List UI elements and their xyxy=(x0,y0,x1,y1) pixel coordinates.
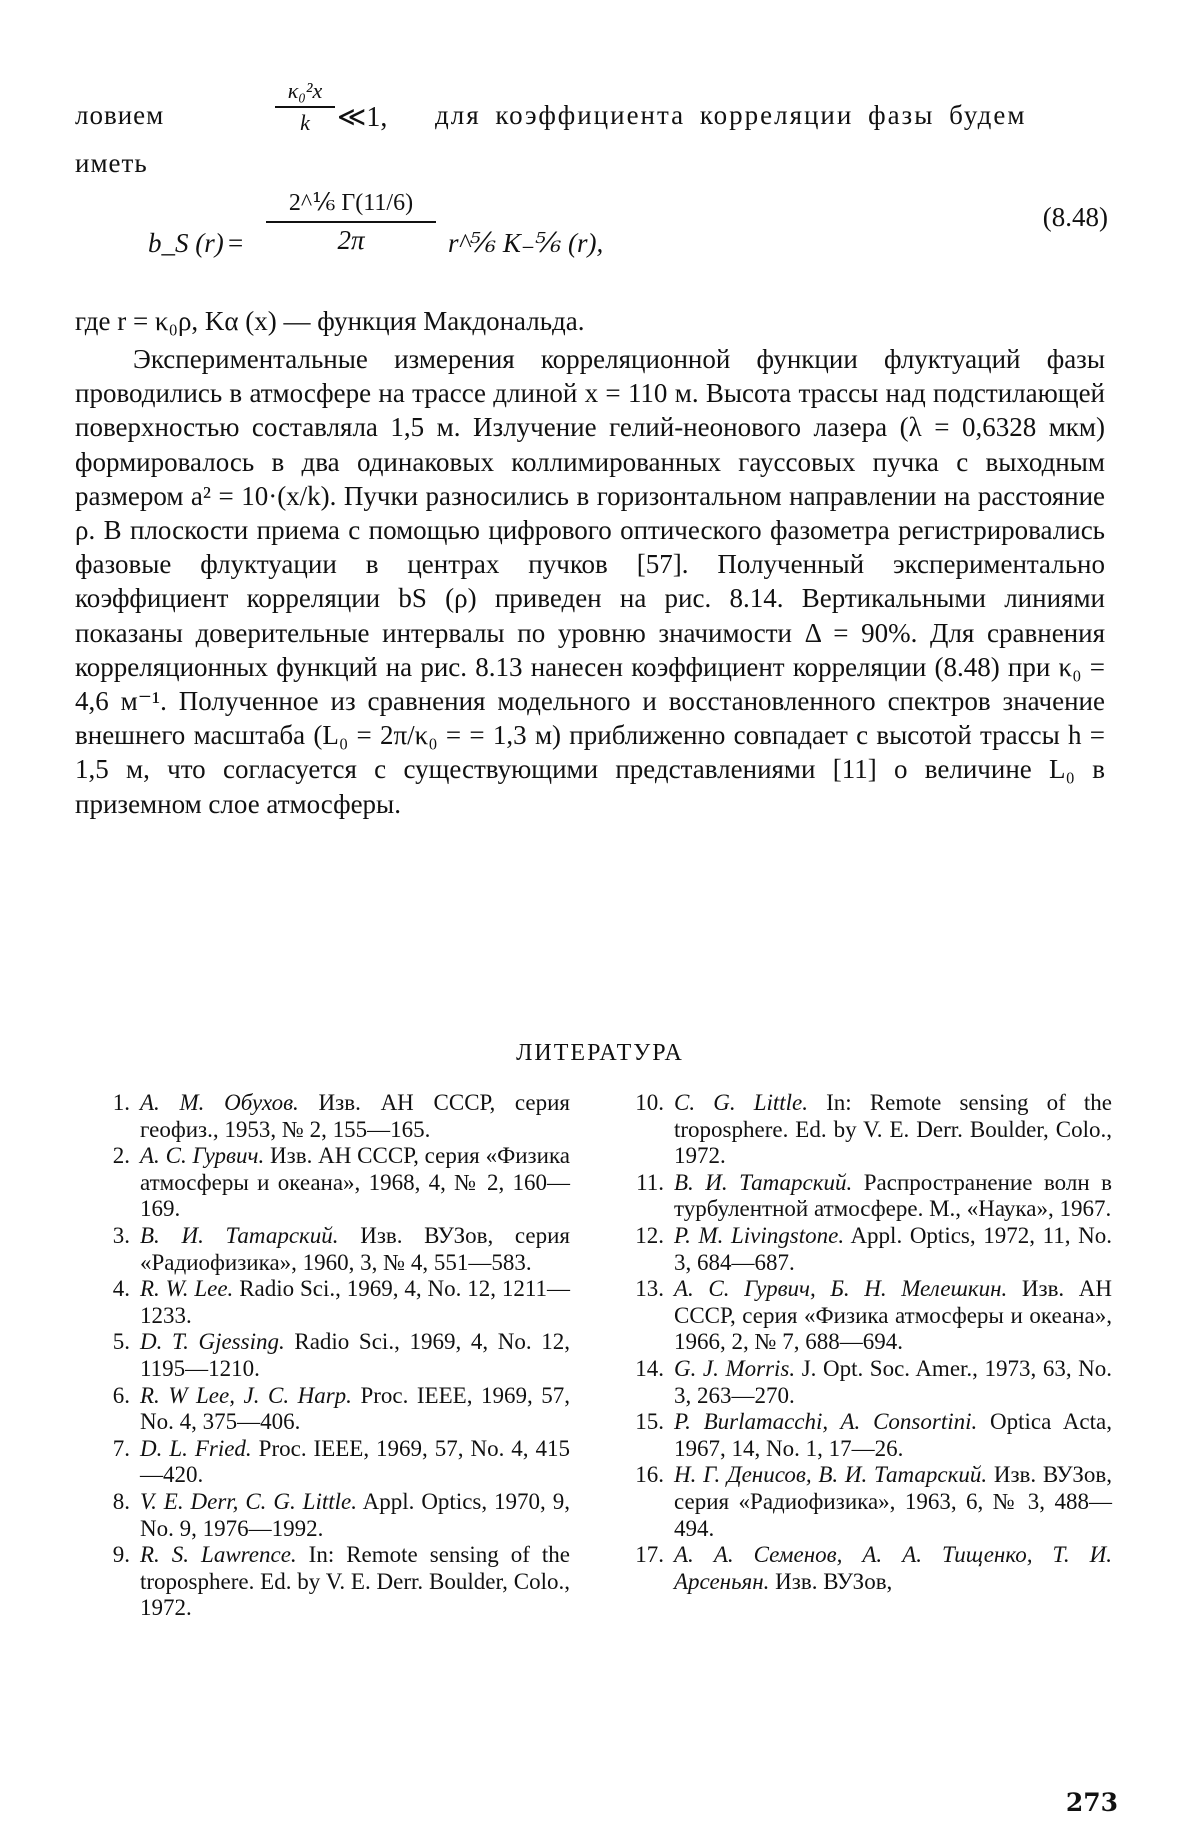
equation-numerator: 2^⅙ Γ(11/6) xyxy=(266,188,436,223)
reference-item xyxy=(78,1436,570,1489)
main-paragraph xyxy=(75,342,1105,821)
reference-details: Radio Sci., 1969, 4, No. 12, 1211—1233. xyxy=(140,1276,571,1328)
reference-number: 2. xyxy=(112,1143,130,1169)
condition-fraction xyxy=(275,78,335,136)
reference-details: In: Remote sensing of the troposphere. Ed. by V. E. Derr. Boulder, Colo., 1972. xyxy=(140,1542,570,1621)
equation-8-48 xyxy=(148,188,1108,298)
continuation-text: для коэффициента корреляции фазы будем xyxy=(435,100,1027,130)
reference-details: Optica Acta, 1967, 14, No. 1, 17—26. xyxy=(674,1409,1112,1461)
reference-authors: D. L. Fried. xyxy=(140,1435,252,1461)
reference-authors: А. М. Обухов. xyxy=(140,1090,299,1115)
reference-item xyxy=(78,1090,570,1143)
reference-item xyxy=(78,1489,570,1542)
equation-tail: r^⅚ K₋⅚ (r), xyxy=(448,228,604,258)
reference-authors: V. E. Derr, C. G. Little. xyxy=(140,1488,357,1514)
reference-authors: R. W. Lee. xyxy=(140,1276,234,1302)
reference-item xyxy=(78,1383,570,1436)
reference-number: 8. xyxy=(112,1488,130,1514)
fraction-numerator: κ₀²x xyxy=(275,78,335,108)
reference-item xyxy=(612,1409,1112,1462)
much-less-relation: ≪1, xyxy=(337,102,388,133)
reference-number: 16. xyxy=(635,1462,664,1488)
equation-fraction xyxy=(266,188,436,256)
reference-authors: C. G. Little. xyxy=(674,1090,809,1115)
equals-sign: = xyxy=(228,228,244,258)
reference-authors: P. Burlamacchi, A. Consortini. xyxy=(674,1409,978,1435)
reference-item xyxy=(612,1462,1112,1542)
reference-item xyxy=(78,1276,570,1329)
reference-number: 10. xyxy=(635,1090,664,1115)
reference-details: Изв. АН СССР, серия геофиз., 1953, № 2, 155—165. xyxy=(140,1090,571,1142)
reference-authors: R. W Lee, J. C. Harp. xyxy=(140,1382,352,1408)
reference-authors: R. S. Lawrence. xyxy=(140,1542,297,1568)
reference-number: 17. xyxy=(635,1542,664,1568)
reference-authors: А. А. Семенов, А. А. Тищенко, Т. И. Арсеньян. xyxy=(674,1542,1112,1594)
continuation-line xyxy=(75,78,1105,158)
reference-authors: G. J. Morris. xyxy=(674,1355,796,1381)
equation-denominator: 2π xyxy=(337,225,365,255)
reference-details: In: Remote sensing of the troposphere. Ed. by V. E. Derr. Boulder, Colo., 1972. xyxy=(674,1090,1112,1169)
reference-number: 3. xyxy=(112,1222,130,1248)
reference-details: J. Opt. Soc. Amer., 1973, 63, No. 3, 263—270. xyxy=(674,1355,1112,1408)
reference-authors: D. T. Gjessing. xyxy=(140,1329,285,1355)
reference-number: 15. xyxy=(635,1409,664,1435)
reference-number: 11. xyxy=(636,1169,664,1195)
where-line: где r = κ₀ρ, Kα (x) — функция Макдональда. xyxy=(75,306,585,336)
lead-word: ловием xyxy=(75,100,165,130)
reference-number: 9. xyxy=(112,1542,130,1568)
reference-details: Appl. Optics, 1970, 9, No. 9, 1976—1992. xyxy=(140,1488,570,1541)
reference-item xyxy=(612,1542,1112,1595)
reference-number: 5. xyxy=(112,1329,130,1355)
reference-number: 14. xyxy=(635,1355,664,1381)
reference-details: Распространение волн в турбулентной атмосфере. М., «Наука», 1967. xyxy=(674,1169,1113,1222)
equation-lhs: b_S (r) xyxy=(148,228,224,258)
reference-authors: А. С. Гурвич. xyxy=(140,1143,265,1169)
reference-number: 7. xyxy=(112,1435,130,1461)
reference-details: Radio Sci., 1969, 4, No. 12, 1195—1210. xyxy=(140,1329,570,1381)
reference-item xyxy=(612,1090,1112,1170)
continuation-word: иметь xyxy=(75,148,148,178)
reference-number: 13. xyxy=(635,1276,664,1302)
reference-authors: В. И. Татарский. xyxy=(674,1169,853,1195)
reference-details: Изв. ВУЗов, xyxy=(775,1568,893,1594)
reference-details: Изв. ВУЗов, серия «Радиофизика», 1963, 6, № 3, 488—494. xyxy=(674,1462,1112,1541)
reference-item xyxy=(612,1223,1112,1276)
reference-item xyxy=(78,1542,570,1622)
section-title: ЛИТЕРАТУРА xyxy=(516,1040,684,1066)
reference-item xyxy=(612,1170,1112,1223)
reference-authors: Н. Г. Денисов, В. И. Татарский. xyxy=(674,1462,988,1488)
reference-number: 1. xyxy=(112,1090,130,1115)
reference-item xyxy=(78,1143,570,1223)
reference-number: 4. xyxy=(112,1276,130,1302)
reference-details: Proc. IEEE, 1969, 57, No. 4, 415—420. xyxy=(140,1435,571,1488)
paragraph-text: Экспериментальные измерения корреляционной функции флуктуаций фазы проводились в атмосфере на трассе длиной x = 110 м. Высота трассы над подстилающей поверхностью составляла 1,5 м. Излучение гелий-неонового лазера (λ = 0,6328 мкм) формировалось в два одинаковых коллимированных гауссовых пучка с выходным размером a² = 10·(x/k). Пучки разносились в горизонтальном направлении на расстояние ρ. В плоскости приема с помощью цифрового оптического фазометра регистрировались фазовые флуктуации в центрах пучков [57]. Полученный экспериментально коэффициент корреляции bS (ρ) приведен на рис. 8.14. Вертикальными линиями показаны доверительные интервалы по уровню значимости Δ = 90%. Для сравнения корреляционных функций на рис. 8.13 нанесен коэффициент корреляции (8.48) при κ₀ = 4,6 м⁻¹. Полученное из сравнения модельного и восстановленного спектров значение внешнего масштаба (L₀ = 2π/κ₀ = = 1,3 м) приближенно совпадает с высотой трассы h = 1,5 м, что согласуется с существующими представлениями [11] о величине L₀ в приземном слое атмосферы. xyxy=(75,344,1105,819)
reference-details: Изв. ВУЗов, серия «Радиофизика», 1960, 3, № 4, 551—583. xyxy=(140,1222,570,1275)
reference-item xyxy=(612,1356,1112,1409)
reference-item xyxy=(78,1223,570,1276)
reference-number: 12. xyxy=(635,1222,664,1248)
reference-authors: В. И. Татарский. xyxy=(140,1222,339,1248)
equation-number: (8.48) xyxy=(1042,202,1108,232)
reference-item xyxy=(78,1329,570,1382)
reference-authors: А. С. Гурвич, Б. Н. Мелешкин. xyxy=(674,1276,1008,1302)
reference-details: Изв. АН СССР, серия «Физика атмосферы и океана», 1966, 2, № 7, 688—694. xyxy=(674,1276,1112,1355)
reference-details: Изв. АН СССР, серия «Физика атмосферы и океана», 1968, 4, № 2, 160—169. xyxy=(140,1143,570,1222)
fraction-denominator: k xyxy=(300,110,310,135)
reference-item xyxy=(612,1276,1112,1356)
reference-details: Appl. Optics, 1972, 11, No. 3, 684—687. xyxy=(674,1222,1112,1275)
reference-authors: P. M. Livingstone. xyxy=(674,1222,845,1248)
references-right-column xyxy=(612,1090,1112,1595)
page-number: 273 xyxy=(1065,1788,1118,1817)
reference-details: Proc. IEEE, 1969, 57, No. 4, 375—406. xyxy=(140,1382,571,1435)
reference-number: 6. xyxy=(112,1382,130,1408)
references-left-column xyxy=(78,1090,570,1622)
